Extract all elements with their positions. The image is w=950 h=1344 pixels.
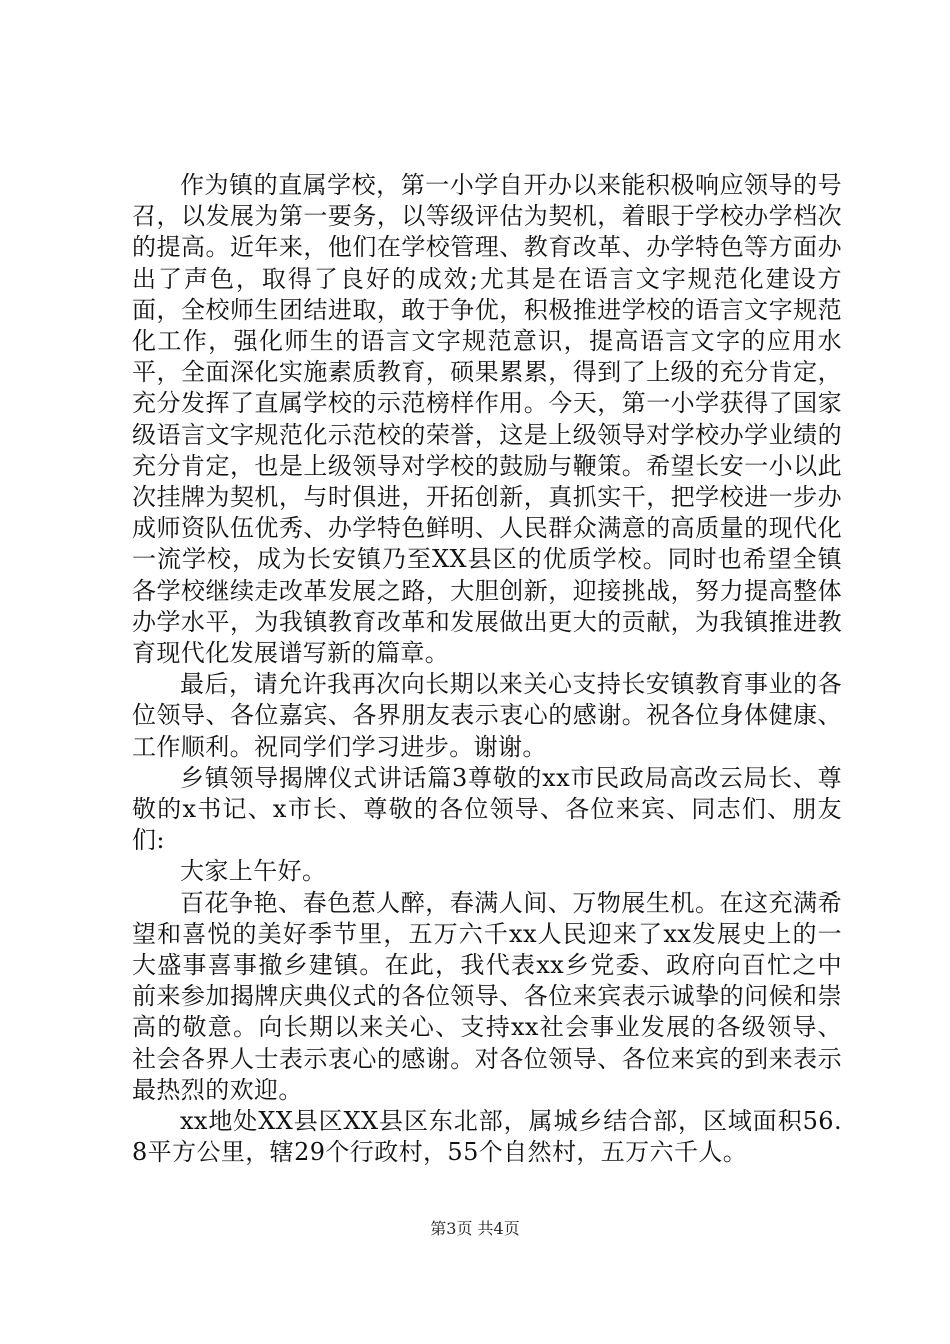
page-footer: 第3页 共4页	[430, 1219, 520, 1238]
paragraph-region-overview: xx地处XX县区XX县区东北部，属城乡结合部，区域面积56.8平方公里，辖29个行政村，55个自然村，五万六千人。	[132, 1107, 842, 1167]
paragraph-school-praise: 作为镇的直属学校，第一小学自开办以来能积极响应领导的号召，以发展为第一要务，以等级评估为契机，着眼于学校办学档次的提高。近年来，他们在学校管理、教育改革、办学特色等方面办出了声色，取得了良好的成效;尤其是在语言文字规范化建设方面，全校师生团结进取，敢于争优，积极推进学校的语言文字规范化工作，强化师生的语言文字规范意识，提高语言文字的应用水平，全面深化实施素质教育，硕果累累，得到了上级的充分肯定，充分发挥了直属学校的示范榜样作用。今天，第一小学获得了国家级语言文字规范化示范校的荣誉，这是上级领导对学校办学业绩的充分肯定，也是上级领导对学校的鼓励与鞭策。希望长安一小以此次挂牌为契机，与时俱进，开拓创新，真抓实干，把学校进一步办成师资队伍优秀、办学特色鲜明、人民群众满意的高质量的现代化一流学校，成为长安镇乃至XX县区的优质学校。同时也希望全镇各学校继续走改革发展之路，大胆创新，迎接挑战，努力提高整体办学水平，为我镇教育改革和发展做出更大的贡献，为我镇推进教育现代化发展谱写新的篇章。	[132, 171, 842, 668]
paragraph-celebration: 百花争艳、春色惹人醉，春满人间、万物展生机。在这充满希望和喜悦的美好季节里，五万六千xx人民迎来了xx发展史上的一大盛事喜事撤乡建镇。在此，我代表xx乡党委、政府向百忙之中前来参加揭牌庆典仪式的各位领导、各位来宾表示诚挚的问候和崇高的敬意。向长期以来关心、支持xx社会事业发展的各级领导、社会各界人士表示衷心的感谢。对各位领导、各位来宾的到来表示最热烈的欢迎。	[132, 888, 842, 1104]
paragraph-closing-thanks: 最后，请允许我再次向长期以来关心支持长安镇教育事业的各位领导、各位嘉宾、各界朋友表示衷心的感谢。祝各位身体健康、工作顺利。祝同学们学习进步。谢谢。	[132, 670, 842, 761]
paragraph-speech-3-salutation: 乡镇领导揭牌仪式讲话篇3尊敬的xx市民政局高改云局长、尊敬的x书记、x市长、尊敬的各位领导、各位来宾、同志们、朋友们:	[132, 763, 842, 855]
document-body	[132, 170, 842, 1169]
paragraph-greeting: 大家上午好。	[180, 857, 327, 886]
